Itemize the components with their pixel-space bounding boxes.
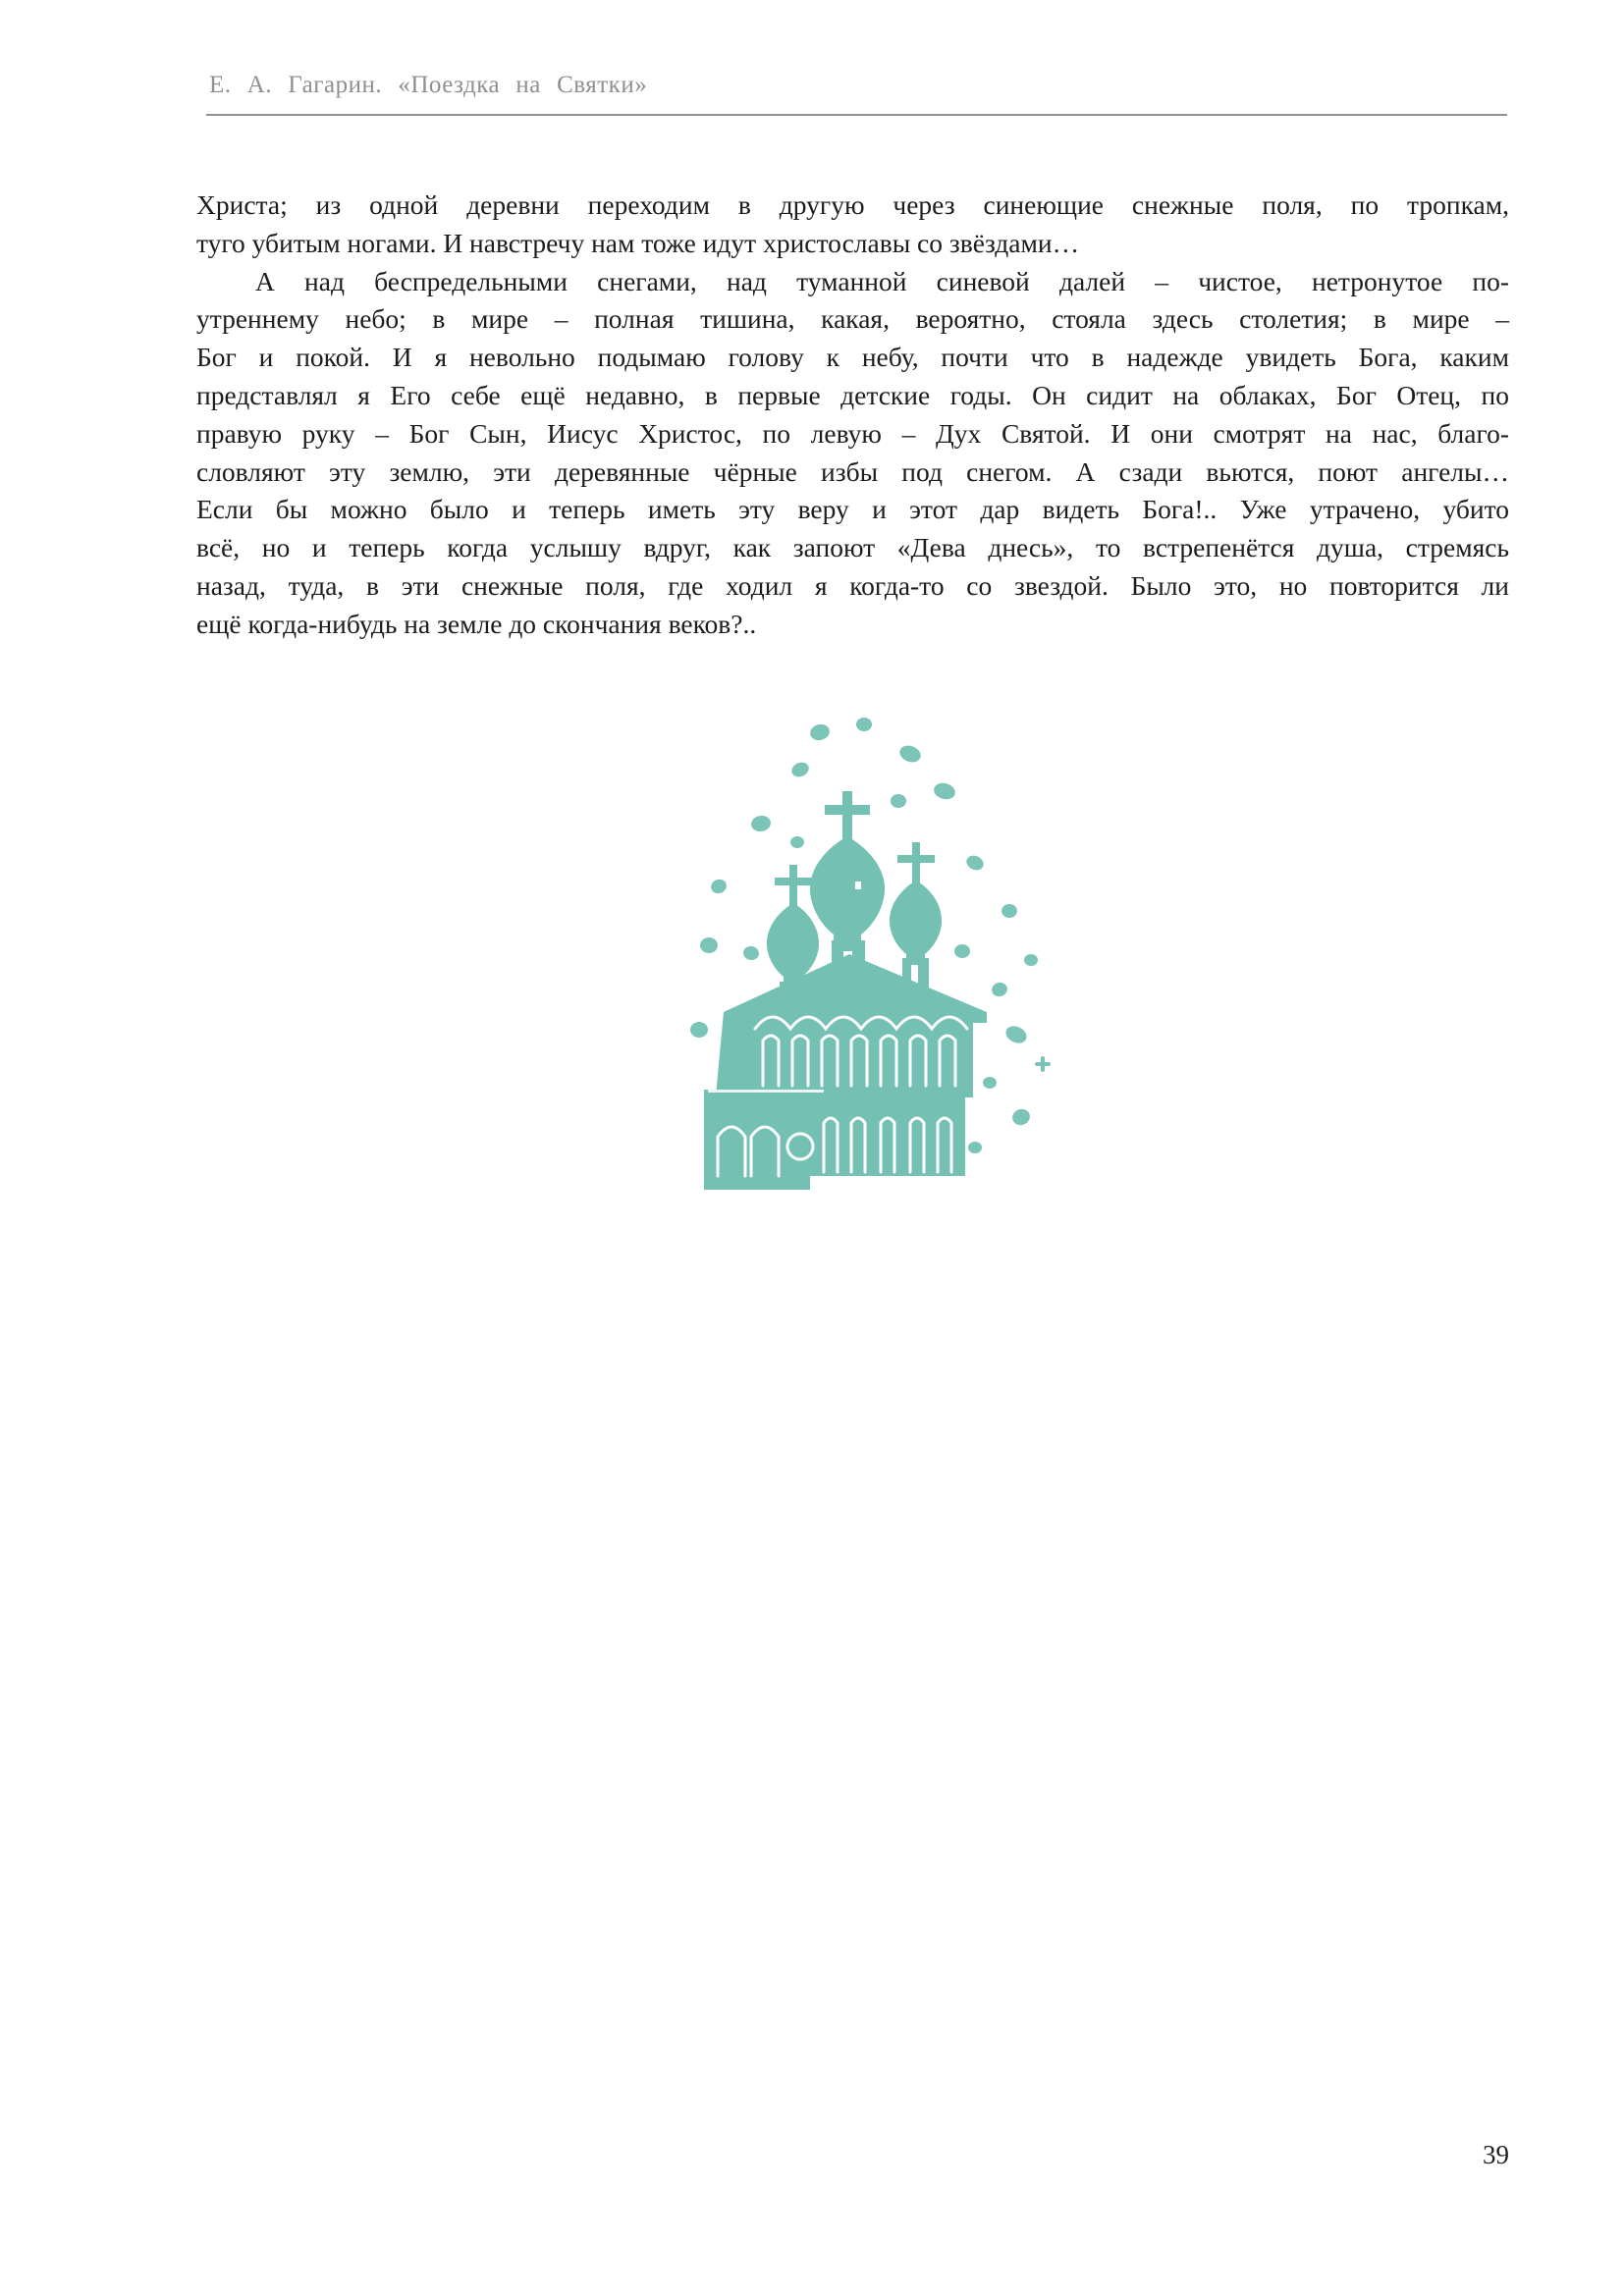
church-icon	[704, 791, 987, 1190]
body-line: Если бы можно было и теперь иметь эту веру и этот дар видеть Бога!.. Уже утрачено, убито	[196, 494, 1509, 525]
header-rule	[206, 114, 1507, 116]
body-line: А над беспредельными снегами, над туманной синевой далей – чистое, нетронутое по-	[255, 265, 1509, 296]
body-line: ещё когда-нибудь на земле до скончания веков?..	[196, 608, 757, 639]
body-line: Христа; из одной деревни переходим в другую через синеющие снежные поля, по тропкам,	[196, 189, 1509, 220]
page-number: 39	[1483, 2140, 1509, 2169]
body-line: правую руку – Бог Сын, Иисус Христос, по левую – Дух Святой. И они смотрят на нас, благо-	[196, 417, 1509, 449]
body-text-block	[196, 187, 1509, 644]
body-line: утреннему небо; в мире – полная тишина, какая, вероятно, стояла здесь столетия; в мире –	[196, 303, 1509, 335]
body-line: представлял я Его себе ещё недавно, в первые детские годы. Он сидит на облаках, Бог Отец, по	[196, 379, 1509, 410]
church-stamp-illustration	[653, 693, 1065, 1243]
body-line: всё, но и теперь когда услышу вдруг, как запоют «Дева днесь», то встрепенётся душа, стремясь	[196, 532, 1509, 563]
running-header: Е. А. Гагарин. «Поездка на Святки»	[209, 72, 648, 98]
body-line: назад, туда, в эти снежные поля, где ходил я когда-то со звездой. Было это, но повторится ли	[196, 569, 1509, 601]
body-line: словляют эту землю, эти деревянные чёрные избы под снегом. А сзади вьются, поют ангелы…	[196, 455, 1509, 487]
body-line: туго убитым ногами. И навстречу нам тоже идут христославы со звёздами…	[196, 227, 1080, 258]
body-line: Бог и покой. И я невольно подымаю голову к небу, почти что в надежде увидеть Бога, каким	[196, 342, 1509, 373]
